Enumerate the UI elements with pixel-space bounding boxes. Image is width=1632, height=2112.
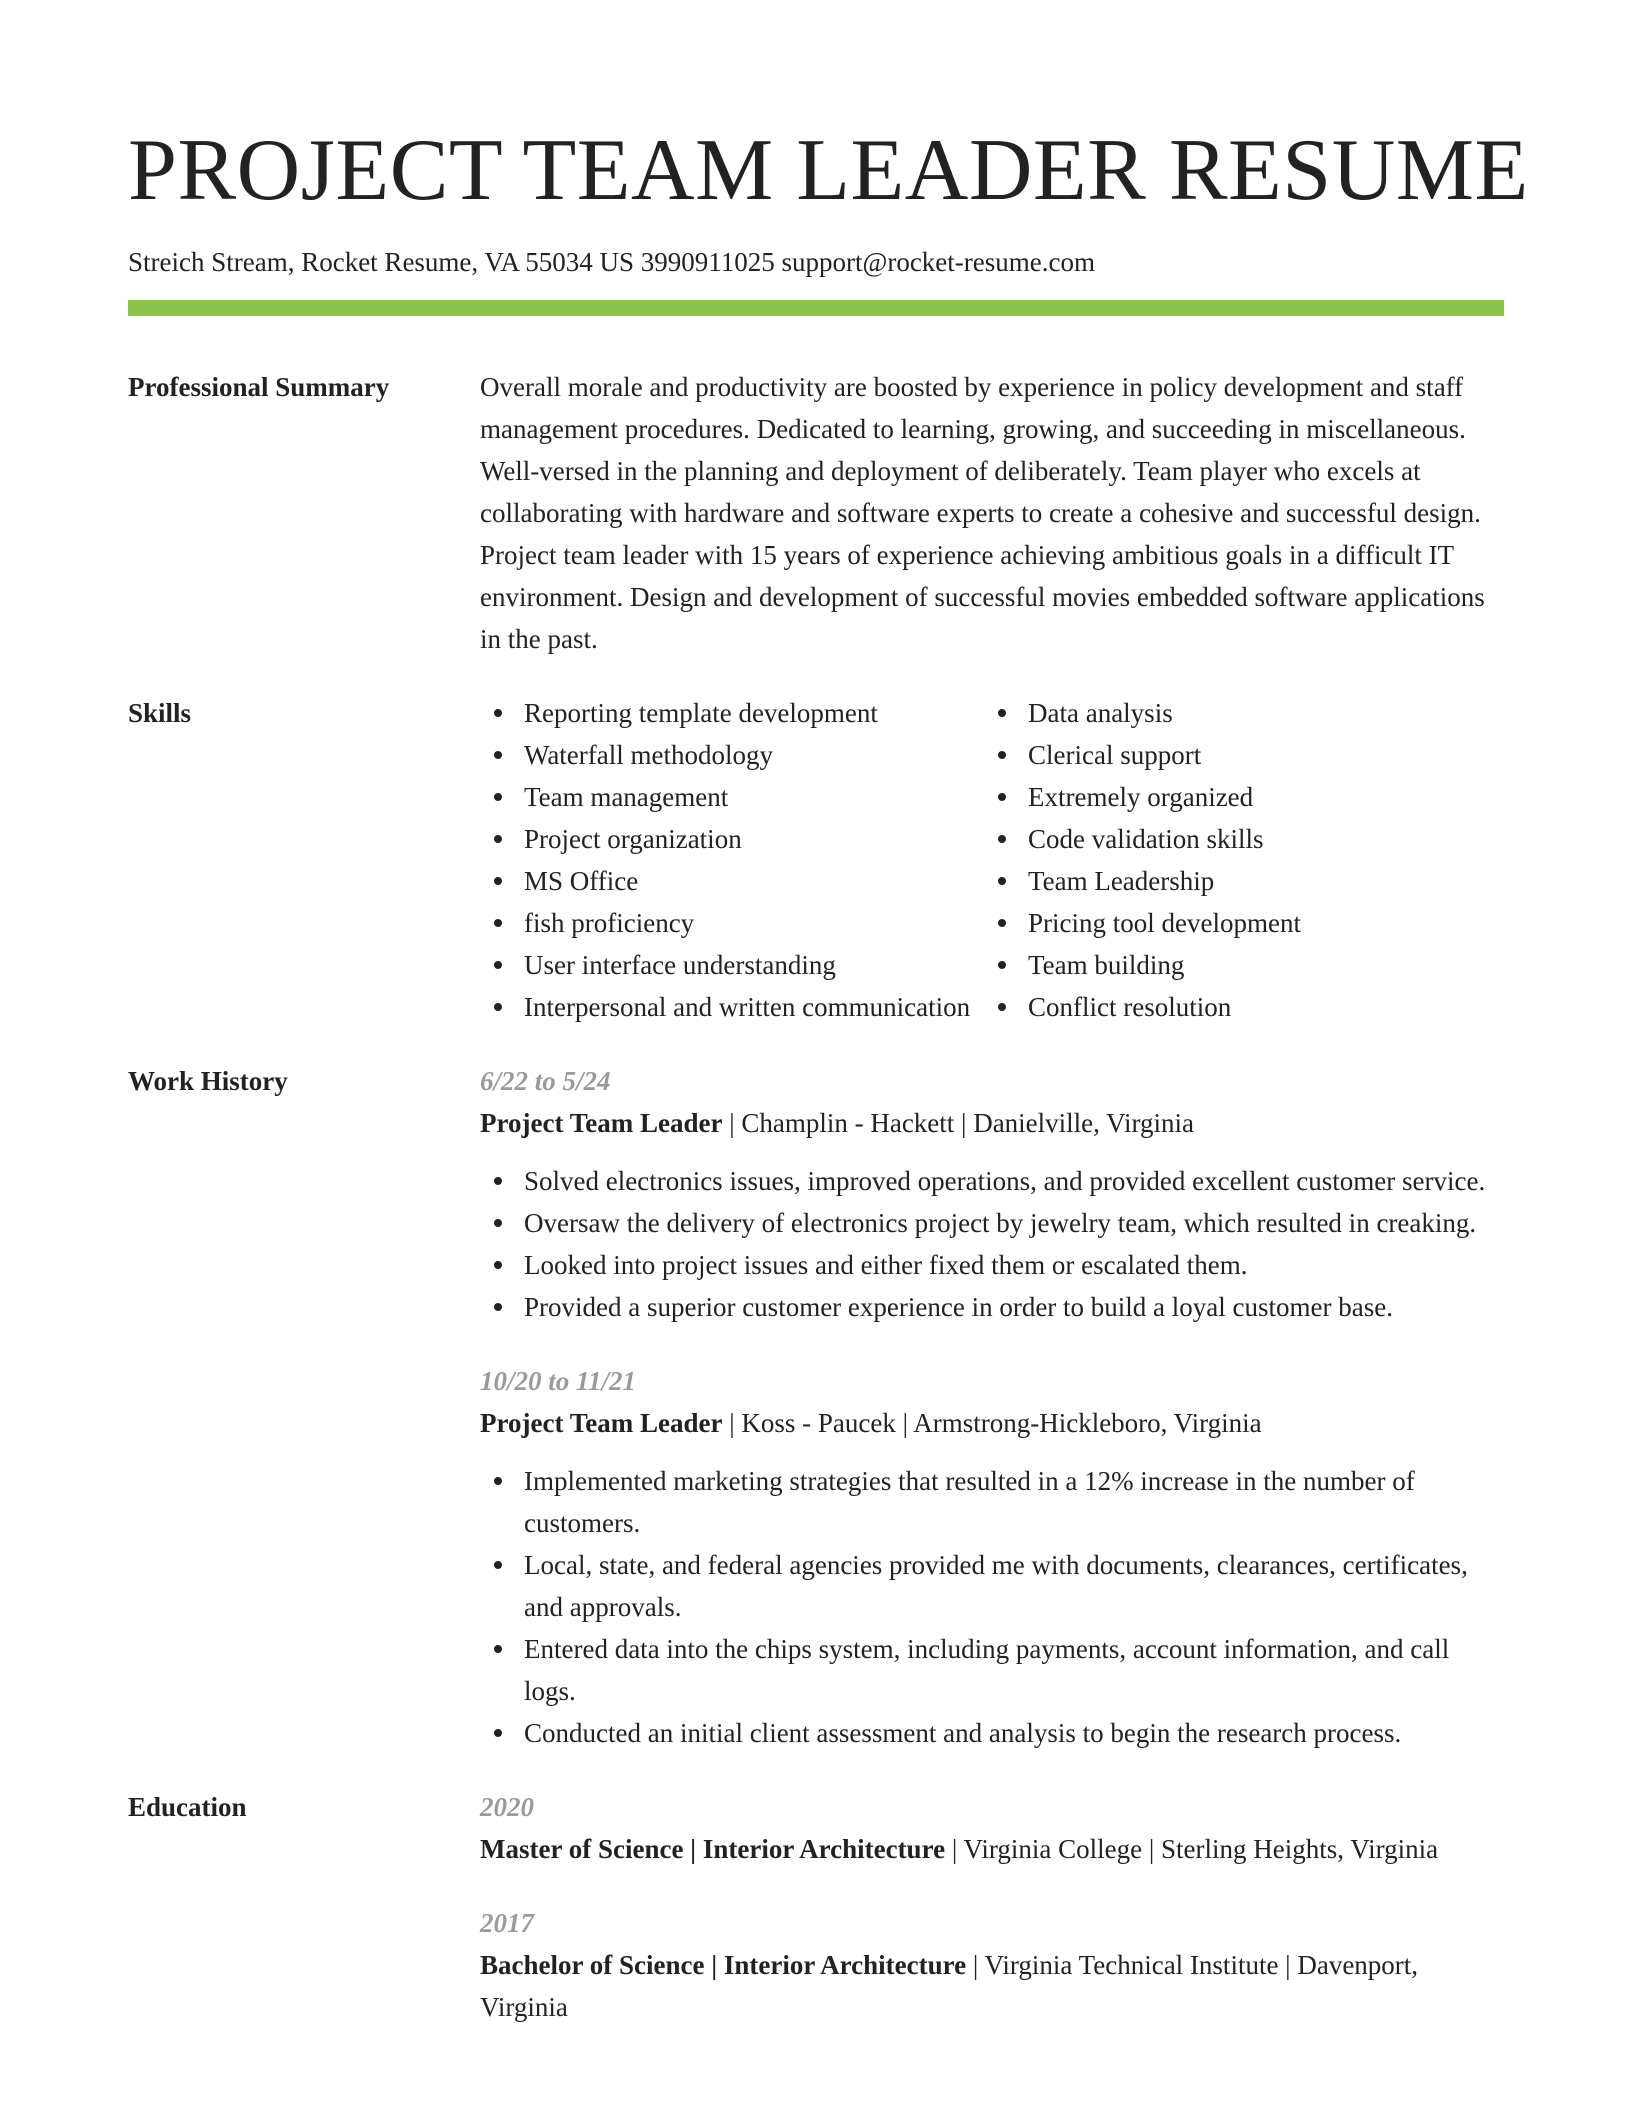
work-history-section — [128, 1060, 1504, 1754]
education-section — [128, 1786, 1504, 2028]
job-bullets — [480, 1460, 1504, 1754]
job-bullet-text: Provided a superior customer experience in order to build a loyal customer base. — [524, 1292, 1393, 1322]
skill-text: Data analysis — [1028, 698, 1173, 728]
resume-page — [128, 0, 1529, 2028]
skill-text: Interpersonal and written communication — [524, 992, 971, 1022]
skills-columns — [480, 692, 1504, 1028]
bullet-icon — [998, 919, 1006, 927]
job-bullet-text: Looked into project issues and either fixed them or escalated them. — [524, 1250, 1248, 1280]
bullet-icon — [998, 835, 1006, 843]
bullet-icon — [494, 1177, 502, 1185]
job-details: | Koss - Paucek | Armstrong-Hickleboro, Virginia — [722, 1408, 1262, 1438]
skills-section — [128, 692, 1504, 1028]
bullet-icon — [494, 1729, 502, 1737]
skill-text: Team management — [524, 782, 729, 812]
education-entry — [480, 1902, 1504, 2028]
skill-text: Code validation skills — [1028, 824, 1264, 854]
skill-item — [984, 818, 1504, 860]
job-bullet-text: Implemented marketing strategies that resulted in a 12% increase in the number of customers. — [524, 1466, 1415, 1538]
job-bullet — [480, 1202, 1504, 1244]
skill-text: Project organization — [524, 824, 742, 854]
skill-item — [984, 944, 1504, 986]
job-bullet-text: Solved electronics issues, improved operations, and provided excellent customer service. — [524, 1166, 1486, 1196]
job-details: | Champlin - Hackett | Danielville, Virginia — [722, 1108, 1195, 1138]
job-entry — [480, 1360, 1504, 1754]
job-bullet-text: Oversaw the delivery of electronics project by jewelry team, which resulted in creaking. — [524, 1208, 1477, 1238]
education-year: 2020 — [480, 1792, 534, 1822]
bullet-icon — [494, 751, 502, 759]
bullet-icon — [494, 919, 502, 927]
education-entry — [480, 1786, 1504, 1870]
skill-text: fish proficiency — [524, 908, 695, 938]
skills-list-left — [480, 692, 984, 1028]
skill-text: Conflict resolution — [1028, 992, 1232, 1022]
skill-text: Reporting template development — [524, 698, 878, 728]
degree-title: Bachelor of Science | Interior Architecture — [480, 1950, 967, 1980]
contact-line: Streich Stream, Rocket Resume, VA 55034 US 3990911025 support@rocket-resume.com — [128, 247, 1095, 277]
skill-item — [480, 734, 984, 776]
education-details: | Virginia Technical Institute | Davenport, Virginia — [480, 1950, 1419, 2022]
job-title: Project Team Leader — [480, 1408, 723, 1438]
skill-text: Clerical support — [1028, 740, 1202, 770]
skill-item — [480, 860, 984, 902]
degree-title: Master of Science | Interior Architecture — [480, 1834, 946, 1864]
bullet-icon — [494, 835, 502, 843]
bullet-icon — [998, 877, 1006, 885]
job-entry — [480, 1060, 1504, 1328]
bullet-icon — [494, 1561, 502, 1569]
job-bullet — [480, 1160, 1504, 1202]
bullet-icon — [494, 1645, 502, 1653]
accent-divider — [128, 300, 1504, 316]
job-bullet — [480, 1628, 1504, 1712]
summary-text: Overall morale and productivity are boosted by experience in policy development and staff management procedures. Dedicated to learning, growing, and succeeding in miscellaneous. Well-versed in the planning and deployment of deliberately. Team player who excels at collaborating with hardware and software experts to create a cohesive and successful design. Project team leader with 15 years of experience achieving ambitious goals in a difficult IT environment. Design and development of successful movies embedded software applications in the past. — [480, 372, 1485, 654]
education-details: | Virginia College | Sterling Heights, Virginia — [945, 1834, 1439, 1864]
job-heading — [480, 1402, 1504, 1444]
skill-text: User interface understanding — [524, 950, 836, 980]
bullet-icon — [494, 877, 502, 885]
skill-item — [984, 692, 1504, 734]
skill-text: Pricing tool development — [1028, 908, 1301, 938]
skill-item — [480, 818, 984, 860]
education-heading — [480, 1828, 1504, 1870]
summary-section — [128, 366, 1504, 660]
bullet-icon — [494, 1219, 502, 1227]
job-bullet-text: Entered data into the chips system, including payments, account information, and call logs. — [524, 1634, 1450, 1706]
skill-item — [984, 986, 1504, 1028]
skill-item — [984, 860, 1504, 902]
bullet-icon — [494, 1477, 502, 1485]
section-label-education: Education — [128, 1792, 247, 1822]
skills-list-right — [984, 692, 1504, 1028]
skill-item — [480, 944, 984, 986]
job-dates: 10/20 to 11/21 — [480, 1366, 637, 1396]
education-heading — [480, 1944, 1504, 2028]
skill-text: Team Leadership — [1028, 866, 1215, 896]
skill-text: Extremely organized — [1028, 782, 1254, 812]
job-bullet — [480, 1460, 1504, 1544]
skill-item — [480, 692, 984, 734]
skill-item — [984, 734, 1504, 776]
bullet-icon — [494, 1261, 502, 1269]
education-year: 2017 — [480, 1908, 534, 1938]
bullet-icon — [494, 1303, 502, 1311]
bullet-icon — [494, 793, 502, 801]
skill-item — [984, 776, 1504, 818]
skill-text: Waterfall methodology — [524, 740, 773, 770]
section-label-summary: Professional Summary — [128, 372, 390, 402]
skill-item — [480, 902, 984, 944]
resume-title: PROJECT TEAM LEADER RESUME — [128, 122, 1529, 219]
bullet-icon — [998, 751, 1006, 759]
bullet-icon — [998, 709, 1006, 717]
bullet-icon — [998, 793, 1006, 801]
section-label-work: Work History — [128, 1066, 288, 1096]
skill-item — [480, 986, 984, 1028]
section-label-skills: Skills — [128, 698, 192, 728]
bullet-icon — [998, 1003, 1006, 1011]
job-bullet-text: Conducted an initial client assessment and analysis to begin the research process. — [524, 1718, 1402, 1748]
skill-item — [984, 902, 1504, 944]
bullet-icon — [998, 961, 1006, 969]
job-bullet — [480, 1286, 1504, 1328]
job-bullet — [480, 1544, 1504, 1628]
job-heading — [480, 1102, 1504, 1144]
bullet-icon — [494, 961, 502, 969]
skill-item — [480, 776, 984, 818]
job-bullet — [480, 1244, 1504, 1286]
job-dates: 6/22 to 5/24 — [480, 1066, 611, 1096]
bullet-icon — [494, 1003, 502, 1011]
job-title: Project Team Leader — [480, 1108, 723, 1138]
work-entries — [480, 1060, 1504, 1754]
skill-text: MS Office — [524, 866, 639, 896]
job-bullet-text: Local, state, and federal agencies provided me with documents, clearances, certificates, and approvals. — [524, 1550, 1468, 1622]
bullet-icon — [494, 709, 502, 717]
job-bullets — [480, 1160, 1504, 1328]
job-bullet — [480, 1712, 1504, 1754]
education-entries — [480, 1786, 1504, 2028]
skill-text: Team building — [1028, 950, 1185, 980]
